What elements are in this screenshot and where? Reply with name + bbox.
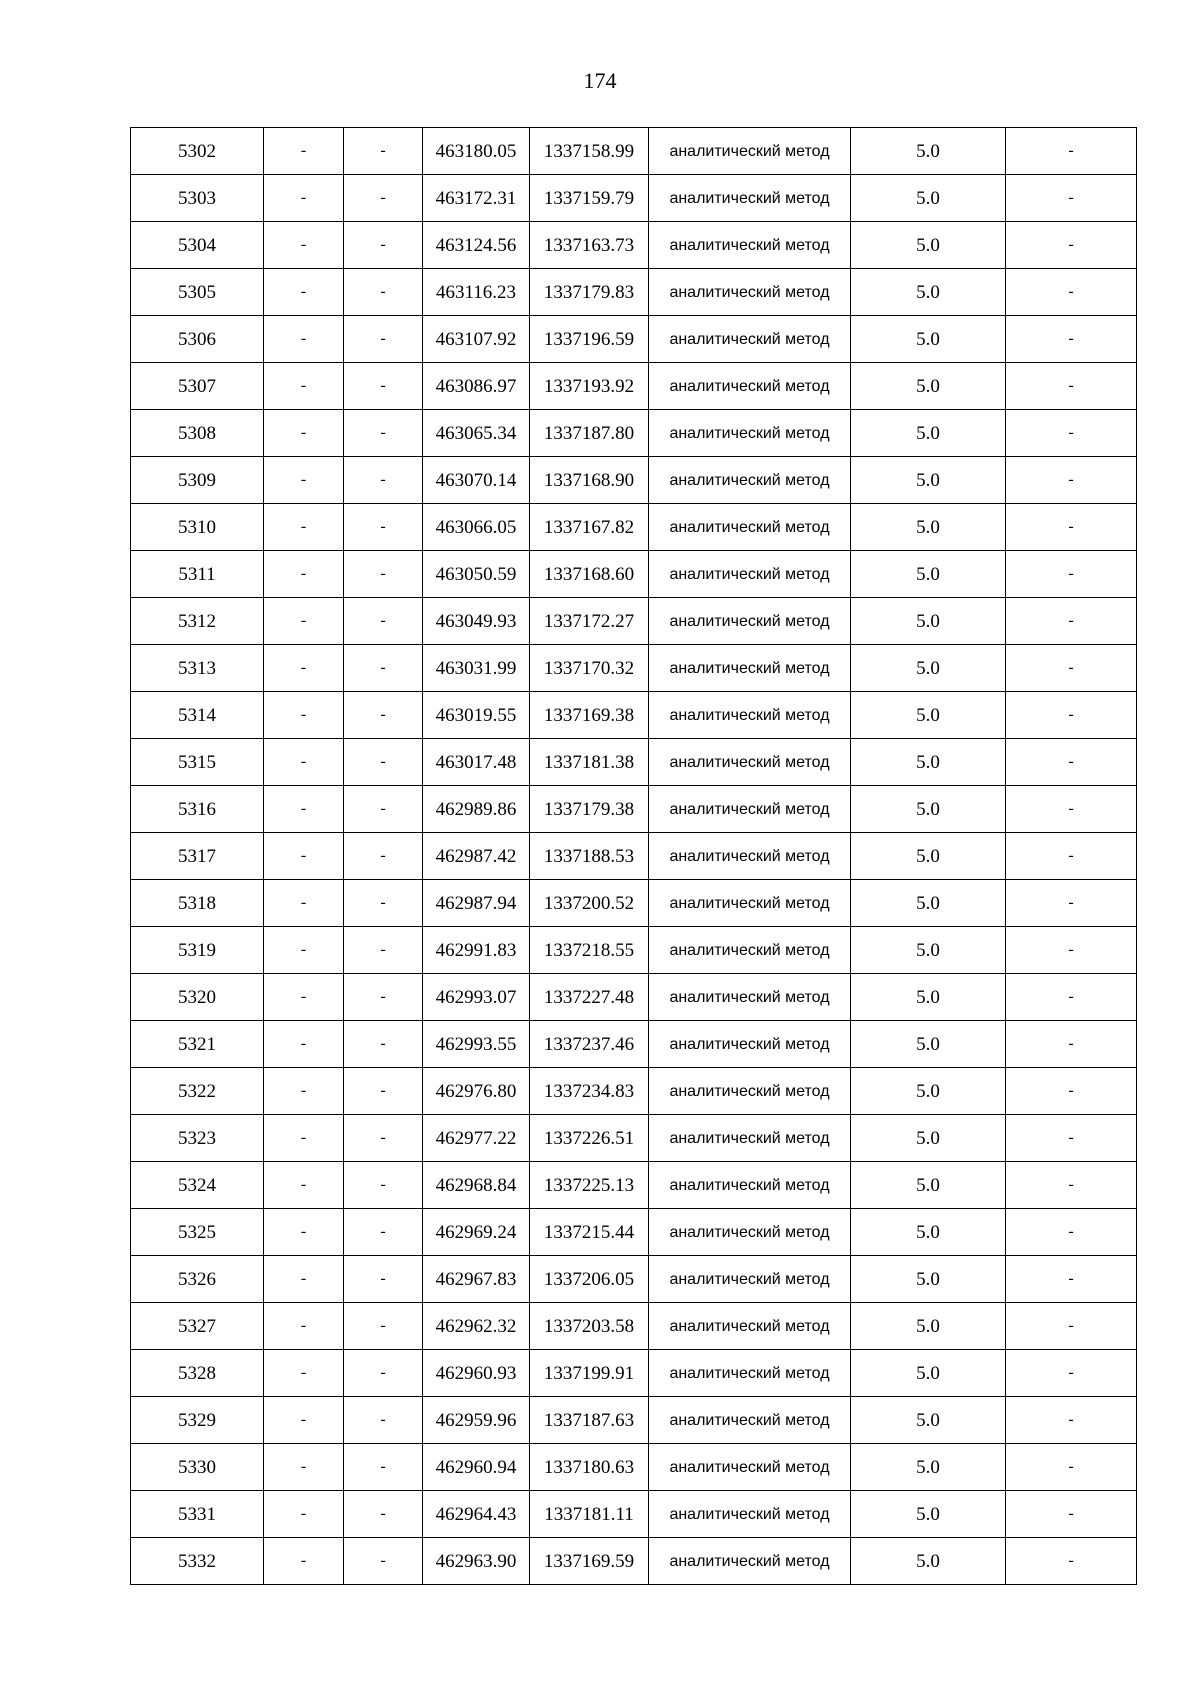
cell-accuracy: 5.0 (851, 363, 1006, 410)
cell-note: - (1006, 645, 1137, 692)
cell-empty-dash: - (344, 598, 423, 645)
cell-accuracy: 5.0 (851, 598, 1006, 645)
cell-coordinate-x: 463086.97 (423, 363, 530, 410)
cell-coordinate-y: 1337218.55 (530, 927, 649, 974)
cell-empty-dash: - (344, 175, 423, 222)
coordinates-table (130, 127, 1137, 1585)
cell-note: - (1006, 504, 1137, 551)
cell-coordinate-x: 462987.42 (423, 833, 530, 880)
cell-empty-dash: - (264, 222, 344, 269)
cell-method: аналитический метод (649, 1350, 851, 1397)
cell-coordinate-x: 462967.83 (423, 1256, 530, 1303)
cell-method: аналитический метод (649, 504, 851, 551)
table-row (131, 598, 1137, 645)
cell-coordinate-x: 463070.14 (423, 457, 530, 504)
cell-empty-dash: - (344, 128, 423, 175)
cell-point-number: 5325 (131, 1209, 264, 1256)
cell-empty-dash: - (344, 410, 423, 457)
cell-method: аналитический метод (649, 880, 851, 927)
table-row (131, 786, 1137, 833)
cell-point-number: 5322 (131, 1068, 264, 1115)
cell-coordinate-y: 1337167.82 (530, 504, 649, 551)
cell-empty-dash: - (264, 598, 344, 645)
cell-empty-dash: - (264, 739, 344, 786)
cell-empty-dash: - (344, 692, 423, 739)
cell-coordinate-y: 1337226.51 (530, 1115, 649, 1162)
cell-point-number: 5304 (131, 222, 264, 269)
cell-accuracy: 5.0 (851, 692, 1006, 739)
table-row (131, 1444, 1137, 1491)
cell-coordinate-y: 1337234.83 (530, 1068, 649, 1115)
cell-accuracy: 5.0 (851, 504, 1006, 551)
cell-point-number: 5318 (131, 880, 264, 927)
cell-coordinate-x: 462962.32 (423, 1303, 530, 1350)
cell-coordinate-y: 1337169.38 (530, 692, 649, 739)
cell-empty-dash: - (344, 1491, 423, 1538)
cell-point-number: 5326 (131, 1256, 264, 1303)
cell-point-number: 5324 (131, 1162, 264, 1209)
cell-empty-dash: - (344, 1303, 423, 1350)
cell-point-number: 5332 (131, 1538, 264, 1585)
cell-coordinate-y: 1337169.59 (530, 1538, 649, 1585)
cell-accuracy: 5.0 (851, 1256, 1006, 1303)
cell-empty-dash: - (264, 1021, 344, 1068)
cell-point-number: 5302 (131, 128, 264, 175)
cell-accuracy: 5.0 (851, 927, 1006, 974)
cell-coordinate-y: 1337200.52 (530, 880, 649, 927)
cell-coordinate-y: 1337158.99 (530, 128, 649, 175)
cell-accuracy: 5.0 (851, 739, 1006, 786)
cell-coordinate-x: 462977.22 (423, 1115, 530, 1162)
cell-method: аналитический метод (649, 1397, 851, 1444)
cell-coordinate-x: 462976.80 (423, 1068, 530, 1115)
cell-method: аналитический метод (649, 410, 851, 457)
cell-note: - (1006, 1491, 1137, 1538)
cell-coordinate-y: 1337179.38 (530, 786, 649, 833)
cell-accuracy: 5.0 (851, 1068, 1006, 1115)
cell-empty-dash: - (344, 786, 423, 833)
cell-accuracy: 5.0 (851, 1491, 1006, 1538)
cell-note: - (1006, 1021, 1137, 1068)
cell-empty-dash: - (264, 1538, 344, 1585)
table-row (131, 739, 1137, 786)
cell-coordinate-x: 462963.90 (423, 1538, 530, 1585)
cell-empty-dash: - (264, 1350, 344, 1397)
cell-coordinate-x: 462960.94 (423, 1444, 530, 1491)
cell-method: аналитический метод (649, 1491, 851, 1538)
cell-coordinate-x: 462959.96 (423, 1397, 530, 1444)
cell-coordinate-y: 1337180.63 (530, 1444, 649, 1491)
cell-coordinate-y: 1337227.48 (530, 974, 649, 1021)
cell-point-number: 5323 (131, 1115, 264, 1162)
cell-empty-dash: - (344, 1068, 423, 1115)
cell-point-number: 5305 (131, 269, 264, 316)
cell-accuracy: 5.0 (851, 786, 1006, 833)
cell-point-number: 5308 (131, 410, 264, 457)
cell-point-number: 5327 (131, 1303, 264, 1350)
cell-point-number: 5306 (131, 316, 264, 363)
cell-method: аналитический метод (649, 457, 851, 504)
cell-empty-dash: - (264, 1068, 344, 1115)
cell-coordinate-y: 1337172.27 (530, 598, 649, 645)
cell-note: - (1006, 692, 1137, 739)
cell-coordinate-x: 463116.23 (423, 269, 530, 316)
page-number: 174 (583, 68, 617, 93)
table-row (131, 410, 1137, 457)
cell-coordinate-x: 462968.84 (423, 1162, 530, 1209)
cell-note: - (1006, 1444, 1137, 1491)
cell-note: - (1006, 1068, 1137, 1115)
cell-empty-dash: - (264, 645, 344, 692)
cell-point-number: 5328 (131, 1350, 264, 1397)
cell-note: - (1006, 1397, 1137, 1444)
cell-method: аналитический метод (649, 222, 851, 269)
cell-note: - (1006, 457, 1137, 504)
cell-coordinate-x: 462969.24 (423, 1209, 530, 1256)
cell-empty-dash: - (264, 927, 344, 974)
cell-point-number: 5311 (131, 551, 264, 598)
cell-empty-dash: - (264, 974, 344, 1021)
cell-coordinate-x: 462991.83 (423, 927, 530, 974)
cell-note: - (1006, 833, 1137, 880)
table-row (131, 551, 1137, 598)
cell-note: - (1006, 927, 1137, 974)
cell-method: аналитический метод (649, 269, 851, 316)
cell-method: аналитический метод (649, 175, 851, 222)
cell-empty-dash: - (344, 1538, 423, 1585)
cell-accuracy: 5.0 (851, 1350, 1006, 1397)
cell-accuracy: 5.0 (851, 833, 1006, 880)
cell-empty-dash: - (344, 927, 423, 974)
cell-coordinate-x: 462993.55 (423, 1021, 530, 1068)
cell-empty-dash: - (264, 692, 344, 739)
cell-accuracy: 5.0 (851, 551, 1006, 598)
cell-method: аналитический метод (649, 739, 851, 786)
cell-method: аналитический метод (649, 833, 851, 880)
cell-method: аналитический метод (649, 1021, 851, 1068)
cell-note: - (1006, 786, 1137, 833)
cell-coordinate-y: 1337225.13 (530, 1162, 649, 1209)
table-row (131, 222, 1137, 269)
cell-empty-dash: - (344, 1397, 423, 1444)
cell-coordinate-y: 1337170.32 (530, 645, 649, 692)
table-row (131, 927, 1137, 974)
cell-coordinate-y: 1337237.46 (530, 1021, 649, 1068)
cell-method: аналитический метод (649, 1162, 851, 1209)
cell-coordinate-x: 463031.99 (423, 645, 530, 692)
cell-note: - (1006, 1538, 1137, 1585)
cell-coordinate-x: 463124.56 (423, 222, 530, 269)
cell-empty-dash: - (344, 974, 423, 1021)
cell-empty-dash: - (344, 645, 423, 692)
cell-empty-dash: - (264, 457, 344, 504)
cell-empty-dash: - (264, 1209, 344, 1256)
cell-coordinate-y: 1337193.92 (530, 363, 649, 410)
cell-note: - (1006, 128, 1137, 175)
table-row (131, 128, 1137, 175)
cell-empty-dash: - (264, 1303, 344, 1350)
cell-note: - (1006, 1303, 1137, 1350)
cell-coordinate-x: 463065.34 (423, 410, 530, 457)
cell-accuracy: 5.0 (851, 1162, 1006, 1209)
cell-point-number: 5312 (131, 598, 264, 645)
table-row (131, 833, 1137, 880)
cell-note: - (1006, 974, 1137, 1021)
cell-accuracy: 5.0 (851, 1209, 1006, 1256)
cell-accuracy: 5.0 (851, 269, 1006, 316)
cell-point-number: 5330 (131, 1444, 264, 1491)
cell-coordinate-y: 1337196.59 (530, 316, 649, 363)
cell-coordinate-x: 462987.94 (423, 880, 530, 927)
cell-accuracy: 5.0 (851, 128, 1006, 175)
table-row (131, 974, 1137, 1021)
cell-accuracy: 5.0 (851, 457, 1006, 504)
table-row (131, 457, 1137, 504)
cell-note: - (1006, 1209, 1137, 1256)
cell-method: аналитический метод (649, 786, 851, 833)
cell-method: аналитический метод (649, 1303, 851, 1350)
cell-empty-dash: - (264, 880, 344, 927)
table-row (131, 316, 1137, 363)
cell-empty-dash: - (344, 363, 423, 410)
cell-method: аналитический метод (649, 692, 851, 739)
table-row (131, 1068, 1137, 1115)
cell-empty-dash: - (264, 1256, 344, 1303)
cell-note: - (1006, 269, 1137, 316)
cell-accuracy: 5.0 (851, 316, 1006, 363)
cell-point-number: 5317 (131, 833, 264, 880)
cell-accuracy: 5.0 (851, 645, 1006, 692)
cell-empty-dash: - (344, 1162, 423, 1209)
cell-empty-dash: - (344, 1115, 423, 1162)
cell-coordinate-x: 463180.05 (423, 128, 530, 175)
cell-empty-dash: - (344, 1256, 423, 1303)
cell-accuracy: 5.0 (851, 1021, 1006, 1068)
cell-coordinate-x: 463049.93 (423, 598, 530, 645)
cell-empty-dash: - (264, 1162, 344, 1209)
cell-coordinate-y: 1337179.83 (530, 269, 649, 316)
cell-empty-dash: - (264, 786, 344, 833)
cell-empty-dash: - (344, 1021, 423, 1068)
cell-empty-dash: - (344, 457, 423, 504)
cell-empty-dash: - (264, 1115, 344, 1162)
cell-note: - (1006, 316, 1137, 363)
table-row (131, 645, 1137, 692)
table-row (131, 1256, 1137, 1303)
cell-empty-dash: - (264, 551, 344, 598)
cell-note: - (1006, 222, 1137, 269)
cell-point-number: 5315 (131, 739, 264, 786)
cell-empty-dash: - (264, 410, 344, 457)
cell-empty-dash: - (344, 1209, 423, 1256)
cell-accuracy: 5.0 (851, 880, 1006, 927)
cell-coordinate-y: 1337187.80 (530, 410, 649, 457)
cell-coordinate-y: 1337206.05 (530, 1256, 649, 1303)
cell-coordinate-x: 463107.92 (423, 316, 530, 363)
table-row (131, 1350, 1137, 1397)
cell-method: аналитический метод (649, 1538, 851, 1585)
cell-coordinate-y: 1337203.58 (530, 1303, 649, 1350)
cell-method: аналитический метод (649, 1444, 851, 1491)
cell-empty-dash: - (344, 222, 423, 269)
cell-note: - (1006, 551, 1137, 598)
table-row (131, 269, 1137, 316)
cell-coordinate-y: 1337181.11 (530, 1491, 649, 1538)
cell-coordinate-x: 462993.07 (423, 974, 530, 1021)
table-row (131, 1162, 1137, 1209)
cell-coordinate-x: 463019.55 (423, 692, 530, 739)
table-row (131, 175, 1137, 222)
cell-point-number: 5316 (131, 786, 264, 833)
cell-accuracy: 5.0 (851, 1303, 1006, 1350)
cell-coordinate-y: 1337163.73 (530, 222, 649, 269)
cell-coordinate-y: 1337168.90 (530, 457, 649, 504)
cell-method: аналитический метод (649, 927, 851, 974)
cell-accuracy: 5.0 (851, 1115, 1006, 1162)
cell-point-number: 5319 (131, 927, 264, 974)
table-row (131, 880, 1137, 927)
cell-accuracy: 5.0 (851, 175, 1006, 222)
cell-method: аналитический метод (649, 128, 851, 175)
cell-coordinate-y: 1337159.79 (530, 175, 649, 222)
cell-note: - (1006, 1350, 1137, 1397)
cell-method: аналитический метод (649, 1209, 851, 1256)
cell-note: - (1006, 1115, 1137, 1162)
cell-coordinate-x: 463172.31 (423, 175, 530, 222)
cell-empty-dash: - (264, 363, 344, 410)
cell-coordinate-x: 463050.59 (423, 551, 530, 598)
cell-empty-dash: - (344, 833, 423, 880)
cell-method: аналитический метод (649, 598, 851, 645)
cell-method: аналитический метод (649, 316, 851, 363)
cell-empty-dash: - (344, 316, 423, 363)
cell-method: аналитический метод (649, 363, 851, 410)
cell-empty-dash: - (264, 1491, 344, 1538)
cell-empty-dash: - (264, 269, 344, 316)
cell-note: - (1006, 598, 1137, 645)
cell-coordinate-x: 463017.48 (423, 739, 530, 786)
table-row (131, 1538, 1137, 1585)
table-row (131, 1021, 1137, 1068)
cell-point-number: 5321 (131, 1021, 264, 1068)
cell-accuracy: 5.0 (851, 974, 1006, 1021)
cell-coordinate-x: 462964.43 (423, 1491, 530, 1538)
cell-coordinate-x: 463066.05 (423, 504, 530, 551)
cell-point-number: 5307 (131, 363, 264, 410)
cell-accuracy: 5.0 (851, 1397, 1006, 1444)
cell-note: - (1006, 410, 1137, 457)
cell-empty-dash: - (264, 1444, 344, 1491)
cell-coordinate-x: 462989.86 (423, 786, 530, 833)
cell-empty-dash: - (344, 1444, 423, 1491)
cell-point-number: 5309 (131, 457, 264, 504)
cell-point-number: 5329 (131, 1397, 264, 1444)
table-row (131, 1209, 1137, 1256)
cell-point-number: 5331 (131, 1491, 264, 1538)
cell-empty-dash: - (344, 880, 423, 927)
table-row (131, 1115, 1137, 1162)
cell-accuracy: 5.0 (851, 410, 1006, 457)
cell-empty-dash: - (264, 128, 344, 175)
table-row (131, 504, 1137, 551)
cell-method: аналитический метод (649, 645, 851, 692)
cell-empty-dash: - (344, 1350, 423, 1397)
table-row (131, 1397, 1137, 1444)
cell-method: аналитический метод (649, 551, 851, 598)
table-body (131, 128, 1137, 1585)
cell-coordinate-y: 1337199.91 (530, 1350, 649, 1397)
cell-coordinate-y: 1337181.38 (530, 739, 649, 786)
cell-empty-dash: - (264, 316, 344, 363)
cell-accuracy: 5.0 (851, 1444, 1006, 1491)
cell-method: аналитический метод (649, 1115, 851, 1162)
table-row (131, 1491, 1137, 1538)
cell-accuracy: 5.0 (851, 1538, 1006, 1585)
cell-note: - (1006, 1162, 1137, 1209)
cell-accuracy: 5.0 (851, 222, 1006, 269)
table-row (131, 692, 1137, 739)
cell-method: аналитический метод (649, 974, 851, 1021)
cell-method: аналитический метод (649, 1068, 851, 1115)
cell-point-number: 5313 (131, 645, 264, 692)
cell-note: - (1006, 880, 1137, 927)
cell-empty-dash: - (264, 504, 344, 551)
cell-empty-dash: - (344, 269, 423, 316)
cell-point-number: 5314 (131, 692, 264, 739)
cell-coordinate-y: 1337168.60 (530, 551, 649, 598)
cell-empty-dash: - (344, 504, 423, 551)
cell-point-number: 5310 (131, 504, 264, 551)
cell-point-number: 5303 (131, 175, 264, 222)
cell-coordinate-y: 1337187.63 (530, 1397, 649, 1444)
cell-coordinate-y: 1337188.53 (530, 833, 649, 880)
table-row (131, 1303, 1137, 1350)
cell-note: - (1006, 1256, 1137, 1303)
cell-empty-dash: - (264, 1397, 344, 1444)
cell-method: аналитический метод (649, 1256, 851, 1303)
cell-note: - (1006, 175, 1137, 222)
cell-empty-dash: - (264, 175, 344, 222)
cell-empty-dash: - (344, 551, 423, 598)
cell-note: - (1006, 363, 1137, 410)
cell-point-number: 5320 (131, 974, 264, 1021)
table-row (131, 363, 1137, 410)
cell-coordinate-y: 1337215.44 (530, 1209, 649, 1256)
cell-empty-dash: - (264, 833, 344, 880)
cell-note: - (1006, 739, 1137, 786)
cell-coordinate-x: 462960.93 (423, 1350, 530, 1397)
cell-empty-dash: - (344, 739, 423, 786)
